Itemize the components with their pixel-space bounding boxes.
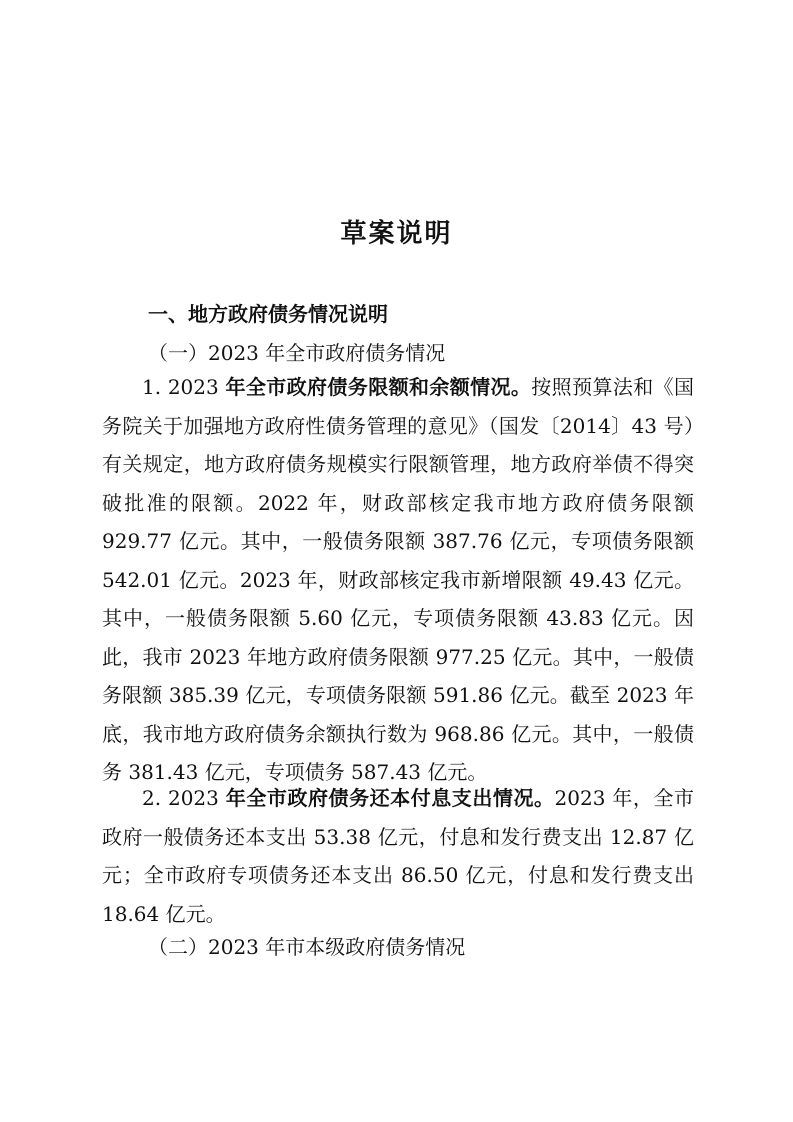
paragraph-number: 2. 2023 [142,786,226,810]
paragraph-number: 1. 2023 [142,375,226,399]
paragraph-debt-repayment-and-interest [102,779,694,933]
paragraph-bold-heading: 年全市政府债务限额和余额情况。 [225,375,532,399]
paragraph-body: 2023 年，全市政府一般债务还本支出 53.38 亿元，付息和发行费支出 12.87 亿元；全市政府专项债务还本支出 86.50 亿元，付息和发行费支出 18.64 亿元。 [102,786,694,926]
paragraph-debt-limit-and-balance [102,368,694,792]
subsection-heading-citywide-debt: （一）2023 年全市政府债务情况 [148,341,446,365]
document-title: 草案说明 [340,219,453,249]
section-heading-local-government-debt: 一、地方政府债务情况说明 [148,302,388,326]
paragraph-bold-heading: 年全市政府债务还本付息支出情况。 [225,786,555,810]
paragraph-body: 按照预算法和《国务院关于加强地方政府性债务管理的意见》（国发〔2014〕43 号）有关规定，地方政府债务规模实行限额管理，地方政府举债不得突破批准的限额。2022 年，财政部核定我市地方政府债务限额 929.77 亿元。其中，一般债务限额 387.76 亿元，专项债务限额 542.01 亿元。2023 年，财政部核定我市新增限额 49.43 亿元。其中，一般债务限额 5.60 亿元，专项债务限额 43.83 亿元。因此，我市 2023 年地方政府债务限额 977.25 亿元。其中，一般债务限额 385.39 亿元，专项债务限额 591.86 亿元。截至 2023 年底，我市地方政府债务余额执行数为 968.86 亿元。其中，一般债务 381.43 亿元，专项债务 587.43 亿元。 [102,375,695,784]
subsection-heading-city-level-debt: （二）2023 年市本级政府债务情况 [148,935,466,959]
